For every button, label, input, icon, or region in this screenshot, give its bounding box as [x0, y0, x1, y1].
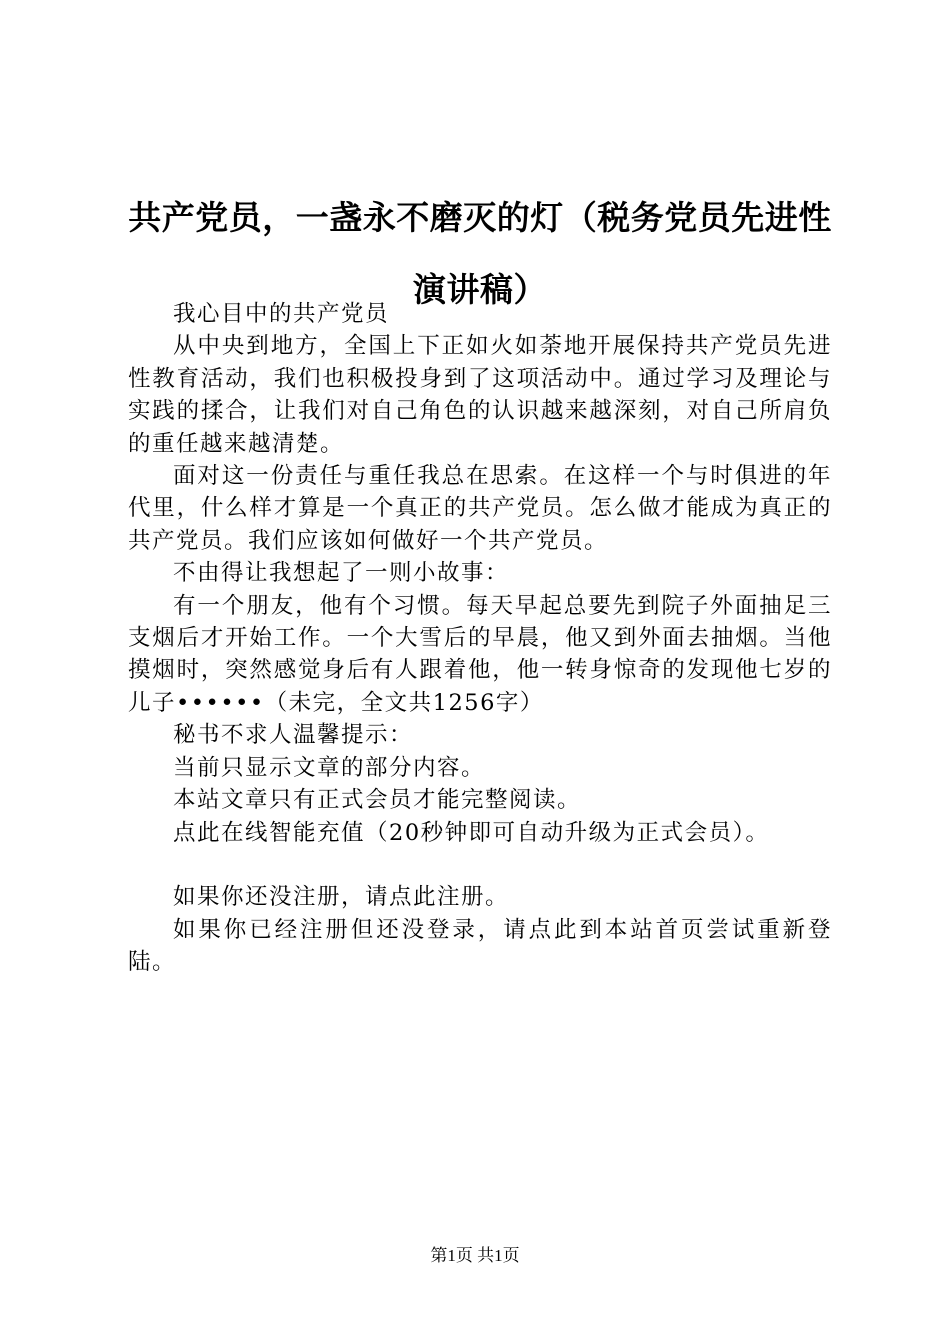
body-paragraph: 面对这一份责任与重任我总在思索。在这样一个与时俱进的年代里，什么样才算是一个真正的共产党员。怎么做才能成为真正的共产党员。我们应该如何做好一个共产党员。	[128, 463, 832, 554]
document-body	[128, 298, 832, 979]
body-paragraph: 从中央到地方，全国上下正如火如荼地开展保持共产党员先进性教育活动，我们也积极投身到了这项活动中。通过学习及理论与实践的揉合，让我们对自己角色的认识越来越深刻，对自己所肩负的重任越来越清楚。	[128, 333, 832, 457]
register-link[interactable]: 如果你还没注册，请点此注册。	[173, 884, 510, 911]
login-link[interactable]: 如果你已经注册但还没登录，请点此到本站首页尝试重新登陆。	[128, 916, 832, 976]
body-paragraph: 不由得让我想起了一则小故事：	[173, 560, 510, 587]
document-title: 共产党员，一盏永不磨灭的灯（税务党员先进性演讲稿）	[128, 198, 832, 309]
notice-line: 本站文章只有正式会员才能完整阅读。	[173, 787, 582, 814]
subtitle-paragraph: 我心目中的共产党员	[173, 301, 390, 327]
recharge-link[interactable]: 点此在线智能充值（20秒钟即可自动升级为正式会员）。	[173, 819, 770, 846]
body-paragraph: 有一个朋友，他有个习惯。每天早起总要先到院子外面抽足三支烟后才开始工作。一个大雪后的早晨，他又到外面去抽烟。当他摸烟时，突然感觉身后有人跟着他，他一转身惊奇的发现他七岁的儿子••••••（未完，全文共1256字）	[128, 592, 832, 716]
blank-line	[128, 849, 832, 881]
page-footer: 第1页 共1页	[430, 1246, 520, 1265]
notice-heading: 秘书不求人温馨提示：	[173, 722, 414, 749]
notice-line: 当前只显示文章的部分内容。	[173, 754, 486, 781]
